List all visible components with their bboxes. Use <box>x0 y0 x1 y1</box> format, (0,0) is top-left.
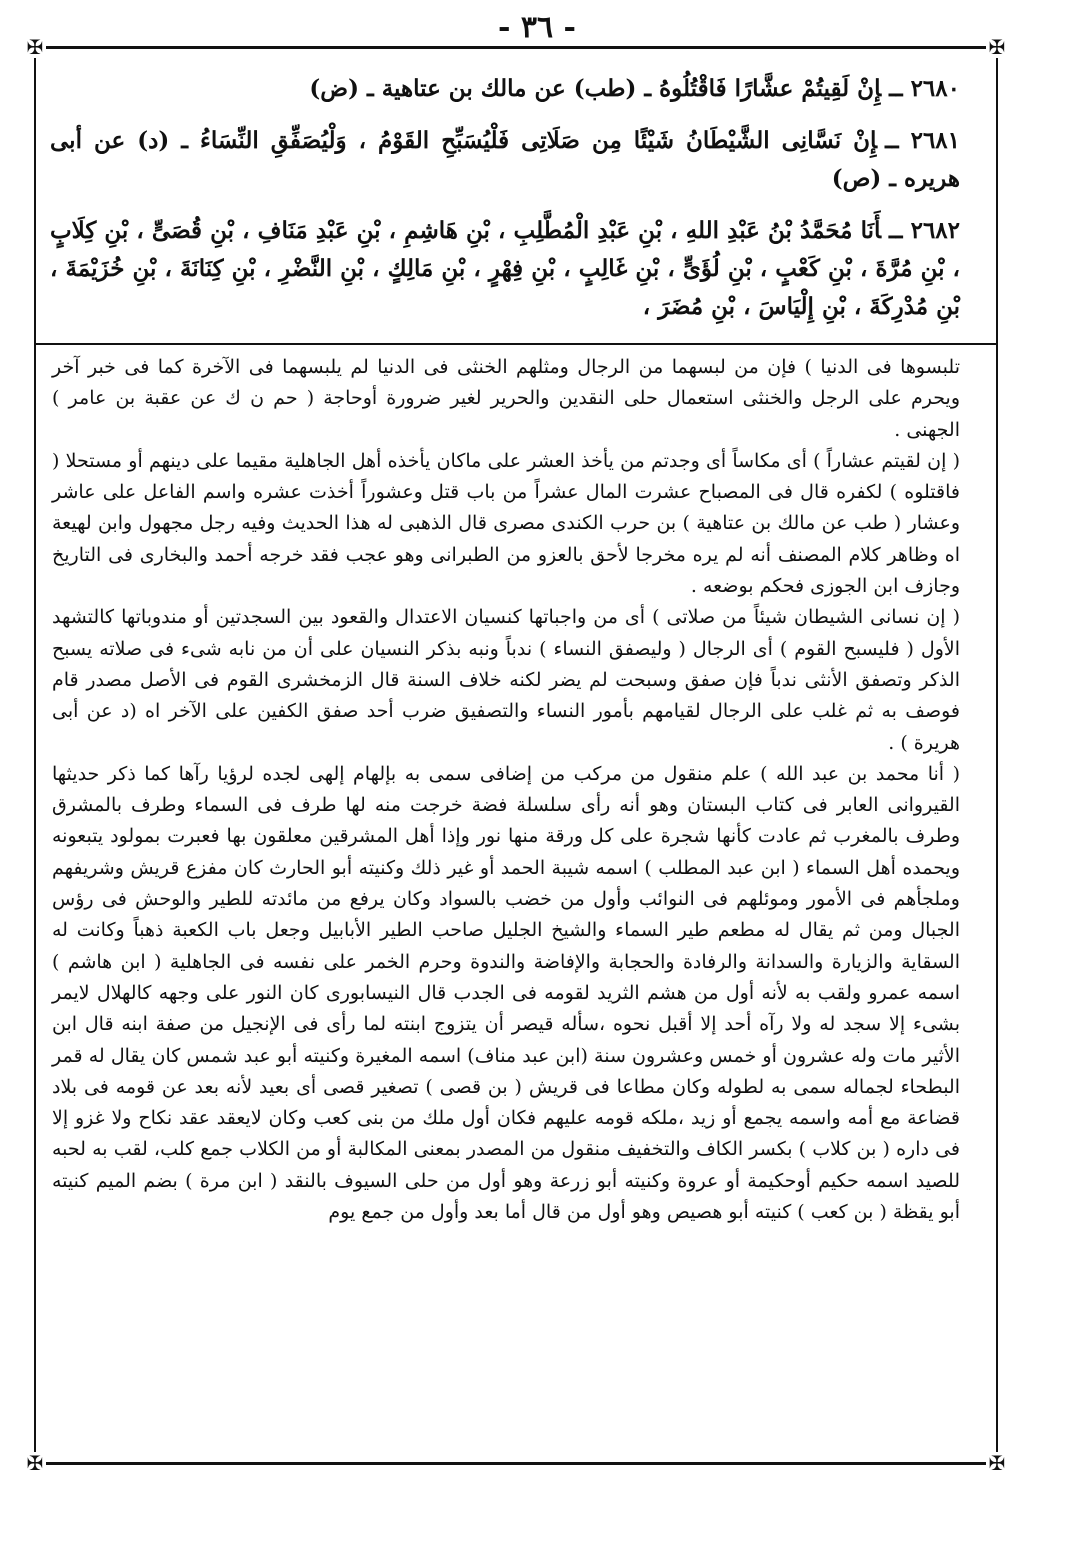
hadith-text: إِنْ نَسَّانِى الشَّيْطَانُ شَيْئًا مِن صَلَاتِى فَلْيُسَبِّحِ القَوْمُ ، وَلْيُصَفِّقِ النِّسَاءُ ـ (د) عن أبى هريره ـ (ص) <box>50 127 960 192</box>
frame-left-border <box>34 46 36 1464</box>
frame-bottom-border <box>34 1462 998 1465</box>
section-divider <box>36 343 996 345</box>
matn-section <box>50 70 960 340</box>
commentary-paragraph: ( إن نسانى الشيطان شيئاً من صلاتى ) أى من واجباتها كنسيان الاعتدال والقعود بين السجدتين أو مندوباتها كالتشهد الأول ( فليسبح القوم ) أى الرجال ( وليصفق النساء ) ندباً ونبه بذكر النسيان على أن من نابه شىء فى صلاته يسبح الذكر وتصفق الأنثى ندباً فإن صفق وسبحت لم يضر لكنه خلاف السنة قال الزمخشرى القوم فى الأصل مصدر قام فوصف به ثم غلب على الرجال لقيامهم بأمور النساء والتصفيق ضرب أحد صفق الكفين على الآخر اه (د عن أبى هريرة ) . <box>52 606 960 754</box>
corner-ornament-icon: ✠ <box>24 36 46 58</box>
hadith-number: ٢٦٨٠ ــ <box>889 75 960 102</box>
hadith-text: أَنَا مُحَمَّدُ بْنُ عَبْدِ اللهِ ، بْنِ عَبْدِ الْمُطَّلِبِ ، بْنِ هَاشِمِ ، بْنِ عَبْدِ مَنَافِ ، بْنِ قُصَىٍّ ، بْنِ كِلَابٍ ، بْنِ مُرَّةَ ، بْنِ كَعْبٍ ، بْنِ لُؤَىٍّ ، بْنِ غَالِبٍ ، بْنِ فِهْرٍ ، بْنِ مَالِكٍ ، بْنِ النَّضْرِ ، بْنِ كِنَانَةَ ، بْنِ خُزَيْمَةَ ، بْنِ مُدْرِكَةَ ، بْنِ إِلْيَاسَ ، بْنِ مُضَرَ ، <box>50 217 960 320</box>
commentary-paragraph: تلبسوها فى الدنيا ) فإن من لبسهما من الرجال ومثلهم الخنثى فى الدنيا لم يلبسهما فى الآخرة كما فى خبر آخر ويحرم على الرجل والخنثى استعمال حلى النقدين والحرير لغير ضرورة أوحاجة ( حم ن ك عن عقبة بن عامر ) الجهنى . <box>52 356 960 441</box>
hadith-text: إِنْ لَقِيتُمْ عشَّارًا فَاقْتُلُوهُ ـ (طب) عن مالك بن عتاهية ـ (ض) <box>309 75 882 102</box>
frame-right-border <box>996 46 998 1464</box>
page-number: - ٣٦ - <box>497 10 577 45</box>
hadith-number: ٢٦٨١ ــ <box>885 127 961 154</box>
corner-ornament-icon: ✠ <box>986 36 1008 58</box>
frame-top-border <box>34 46 998 49</box>
hadith-entry-2681 <box>50 122 960 198</box>
corner-ornament-icon: ✠ <box>986 1452 1008 1474</box>
hadith-entry-2680 <box>50 70 960 108</box>
commentary-paragraph: ( إن لقيتم عشاراً ) أى مكاساً أى وجدتم من يأخذ العشر على ماكان يأخذه أهل الجاهلية مقيما على دينهم أو مستحلا ( فاقتلوه ) لكفره قال فى المصباح عشرت المال عشراً من باب قتل وعشوراً أخذت عشره واسم الفاعل على عاشر وعشار ( طب عن مالك بن عتاهية ) بن حرب الكندى مصرى قال الذهبى له هذا الحديث وفيه رجل مجهول وابن لهيعة اه وظاهر كلام المصنف أنه لم يره مخرجا لأحق بالعزو من الطبرانى وهو عجب فقد خرجه أحمد والبخارى فى التاريخ وجازف ابن الجوزى فحكم بوضعه . <box>52 449 960 598</box>
hadith-number: ٢٦٨٢ ــ <box>889 217 961 244</box>
corner-ornament-icon: ✠ <box>24 1452 46 1474</box>
commentary-paragraph: ( أنا محمد بن عبد الله ) علم منقول من مركب من إضافى سمى به بإلهام إلهى لجده لرؤيا رآها كما ذكر حديثها القيروانى العابر فى كتاب البستان وهو أنه رأى سلسلة فضة خرجت منه لها طرف فى السماء وطرف بالمشرق وطرف بالمغرب ثم عادت كأنها شجرة على كل ورقة منها نور وإذا أهل المشرقين معلقون بها فعبرت بمولود يتبعونه ويحمده أهل السماء ( ابن عبد المطلب ) اسمه شيبة الحمد أو غير ذلك وكنيته أبو الحارث كان مفزع قريش وشريفهم وملجأهم فى الأمور وموئلهم فى النوائب وأول من خضب بالسواد وكان يرفع من مائدته للطير والوحش فى رؤس الجبال ومن ثم يقال له مطعم طير السماء والشيخ الجليل صاحب الطير الأبابيل وجعل باب الكعبة ذهباً وكانت له السقاية والزيارة والسدانة والرفادة والحجابة والإفاضة والندوة وحرم الخمر على نفسه فى الجاهلية ( ابن هاشم ) اسمه عمرو ولقب به لأنه أول من هشم الثريد لقومه فى الجدب قال النيسابورى كان النور على وجهه كالهلال لايمر بشىء إلا سجد له ولا رآه أحد إلا أقبل نحوه ،سأله قيصر أن يتزوج ابنته لما رأى فى الإنجيل من صفة ابنه قال ابن الأثير مات وله عشرون أو خمس وعشرون سنة (ابن عبد مناف) اسمه المغيرة وكنيته أبو عبد شمس كان يقال له قمر البطحاء لجماله سمى به لطوله وكان مطاعا فى قريش ( بن قصى ) تصغير قصى أى بعيد لأنه بعد عن قومه فى بلاد قضاعة مع أمه واسمه يجمع أو زيد ،ملكه قومه عليهم فكان أول ملك من بنى كعب وكان لايعقد عقد نكاح ولا غزو إلا فى داره ( بن كلاب ) بكسر الكاف والتخفيف منقول من المصدر بمعنى المكالبة أو من الكلاب جمع كلب، لقب به لحبه للصيد اسمه حكيم أوحكيمة أو عروة وكنيته أبو زرعة وهو أول من حلى السيوف بالنقد ( ابن مرة ) بضم الميم كنيته أبو يقظة ( بن كعب ) كنيته أبو هصيص وهو أول من قال أما بعد وأول من جمع يوم <box>52 762 960 1224</box>
commentary-section <box>52 352 960 1228</box>
hadith-entry-2682 <box>50 212 960 326</box>
